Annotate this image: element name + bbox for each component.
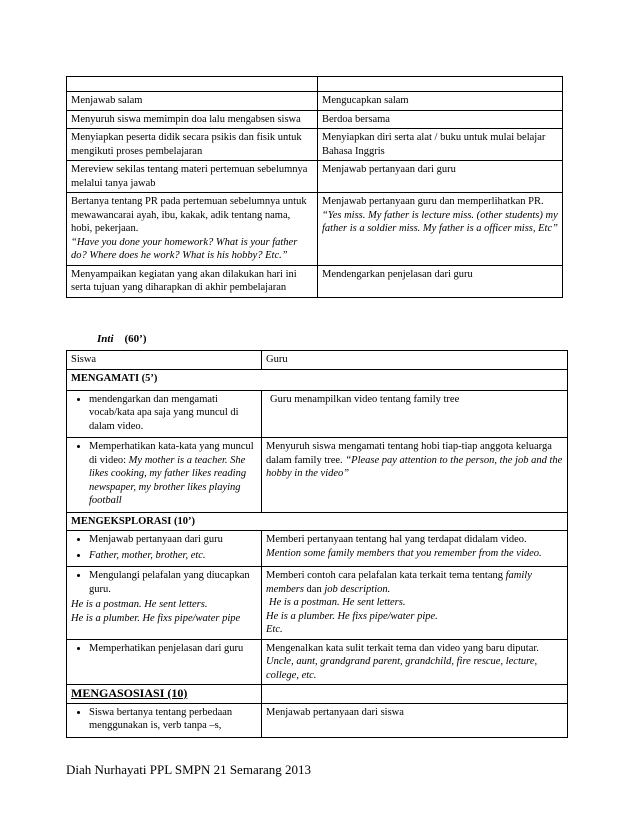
table-cell: Menyuruh siswa memimpin doa lalu mengabsen siswa (67, 110, 318, 129)
homework-question-text: Bertanya tentang PR pada pertemuan sebelumnya untuk mewawancarai ayah, ibu, kakak, adik tentang nama, hobi, pekerjaan. (71, 196, 307, 234)
table-cell (67, 438, 262, 513)
table-row (67, 110, 563, 129)
section-mengasosiasi: MENGASOSIASI (10) (67, 685, 262, 704)
table-cell: Menjawab salam (67, 92, 318, 111)
section-mengeksplorasi: MENGEKSPLORASI (10’) (67, 512, 568, 531)
table-row (67, 265, 563, 297)
section-row (67, 512, 568, 531)
table-cell (318, 193, 563, 266)
table-row (67, 567, 568, 640)
table-cell (262, 639, 568, 685)
table-cell: Guru menampilkan video tentang family tree (262, 390, 568, 438)
core-activities-table (66, 350, 568, 738)
section-mengamati: MENGAMATI (5’) (67, 369, 568, 390)
inti-heading (97, 333, 147, 345)
list-item: • Menjawab pertanyaan dari guru (89, 533, 257, 547)
observe-instruction-quote: “Please pay attention to the person, the job and the hobby in the video” (266, 454, 563, 479)
list-item (89, 440, 257, 508)
pronunciation-example: He is a plumber. He fixs pipe/water pipe (71, 612, 241, 624)
opening-activities-table (66, 76, 563, 298)
table-cell: Menjawab pertanyaan dari guru (318, 161, 563, 193)
pronunciation-instruction: Memberi contoh cara pelafalan kata terkait tema tentang (266, 570, 506, 581)
pronunciation-topic: family members (266, 570, 532, 595)
list-item: • Mengulangi pelafalan yang diucapkan guru. (89, 569, 257, 596)
pronunciation-topic: job description. (324, 583, 391, 595)
table-cell: Menjawab pertanyaan dari siswa (262, 703, 568, 737)
table-cell: Menyiapkan diri serta alat / buku untuk mulai belajar Bahasa Inggris (318, 129, 563, 161)
section-row (67, 685, 568, 704)
list-item: • Memperhatikan penjelasan dari guru (89, 642, 257, 656)
pronunciation-example: He is a postman. He sent letters. (269, 597, 406, 608)
observe-instruction: Menyuruh siswa mengamati tentang hobi tiap-tiap anggota keluarga dalam family tree. (266, 441, 552, 466)
homework-question-quote: “Have you done your homework? What is your father do? Where does he work? What is his hobby? Etc.” (71, 236, 298, 261)
table-row (67, 390, 568, 438)
list-item: • Father, mother, brother, etc. (89, 549, 257, 563)
table-row (67, 531, 568, 567)
inti-label: Inti (97, 333, 114, 345)
pronunciation-example: He is a postman. He sent letters. (71, 599, 208, 610)
column-header-guru: Guru (262, 351, 568, 370)
table-row (67, 92, 563, 111)
table-row (67, 77, 563, 92)
vocab-list: Uncle, aunt, grandgrand parent, grandchild, fire rescue, lecture, college, etc. (266, 656, 538, 681)
list-item: • mendengarkan dan mengamati vocab/kata apa saja yang muncul di dalam video. (89, 393, 257, 434)
table-row (67, 129, 563, 161)
explore-question-quote: Mention some family members that you remember from the video. (266, 547, 542, 559)
table-cell (67, 77, 318, 92)
column-header-siswa: Siswa (67, 351, 262, 370)
observe-quote: My mother is a teacher. She likes cooking, my father likes reading newspaper, my brother likes playing football (89, 454, 247, 506)
table-cell: Mendengarkan penjelasan dari guru (318, 265, 563, 297)
table-cell: Mereview sekilas tentang materi pertemuan sebelumnya melalui tanya jawab (67, 161, 318, 193)
pronunciation-connector: dan (306, 583, 325, 595)
table-cell (262, 567, 568, 640)
table-cell: Mengucapkan salam (318, 92, 563, 111)
table-cell (318, 77, 563, 92)
table-cell: Menyiapkan peserta didik secara psikis dan fisik untuk mengikuti proses pembelajaran (67, 129, 318, 161)
table-cell (67, 531, 262, 567)
table-row (67, 351, 568, 370)
pronunciation-example: Etc. (266, 624, 283, 635)
homework-answer-quote: “Yes miss. My father is lecture miss. (other students) my father is a soldier miss. My father is a officer miss, Etc” (322, 209, 558, 234)
explore-question: Memberi pertanyaan tentang hal yang terdapat didalam video. (266, 534, 527, 545)
vocab-intro: Mengenalkan kata sulit terkait tema dan video yang baru diputar. (266, 642, 539, 654)
table-row (67, 438, 568, 513)
table-row (67, 639, 568, 685)
table-cell: Menyampaikan kegiatan yang akan dilakukan hari ini serta tujuan yang diharapkan di akhir pembelajaran (67, 265, 318, 297)
page-footer: Diah Nurhayati PPL SMPN 21 Semarang 2013 (66, 762, 312, 777)
table-row (67, 703, 568, 737)
inti-duration: (60’) (124, 333, 147, 345)
table-cell (67, 193, 318, 266)
table-cell: Berdoa bersama (318, 110, 563, 129)
table-cell (262, 438, 568, 513)
table-cell (67, 703, 262, 737)
section-row (67, 369, 568, 390)
observe-text: Memperhatikan kata-kata yang muncul di video: (89, 441, 254, 466)
table-cell (67, 567, 262, 640)
table-row (67, 161, 563, 193)
table-cell (67, 639, 262, 685)
pronunciation-example: He is a plumber. He fixs pipe/water pipe. (266, 610, 438, 622)
homework-answer-text: Menjawab pertanyaan guru dan memperlihatkan PR. (322, 196, 544, 207)
list-item: • Siswa bertanya tentang perbedaan menggunakan is, verb tanpa –s, (89, 706, 257, 733)
table-cell (262, 531, 568, 567)
table-row (67, 193, 563, 266)
table-cell (67, 390, 262, 438)
table-cell (262, 685, 568, 704)
